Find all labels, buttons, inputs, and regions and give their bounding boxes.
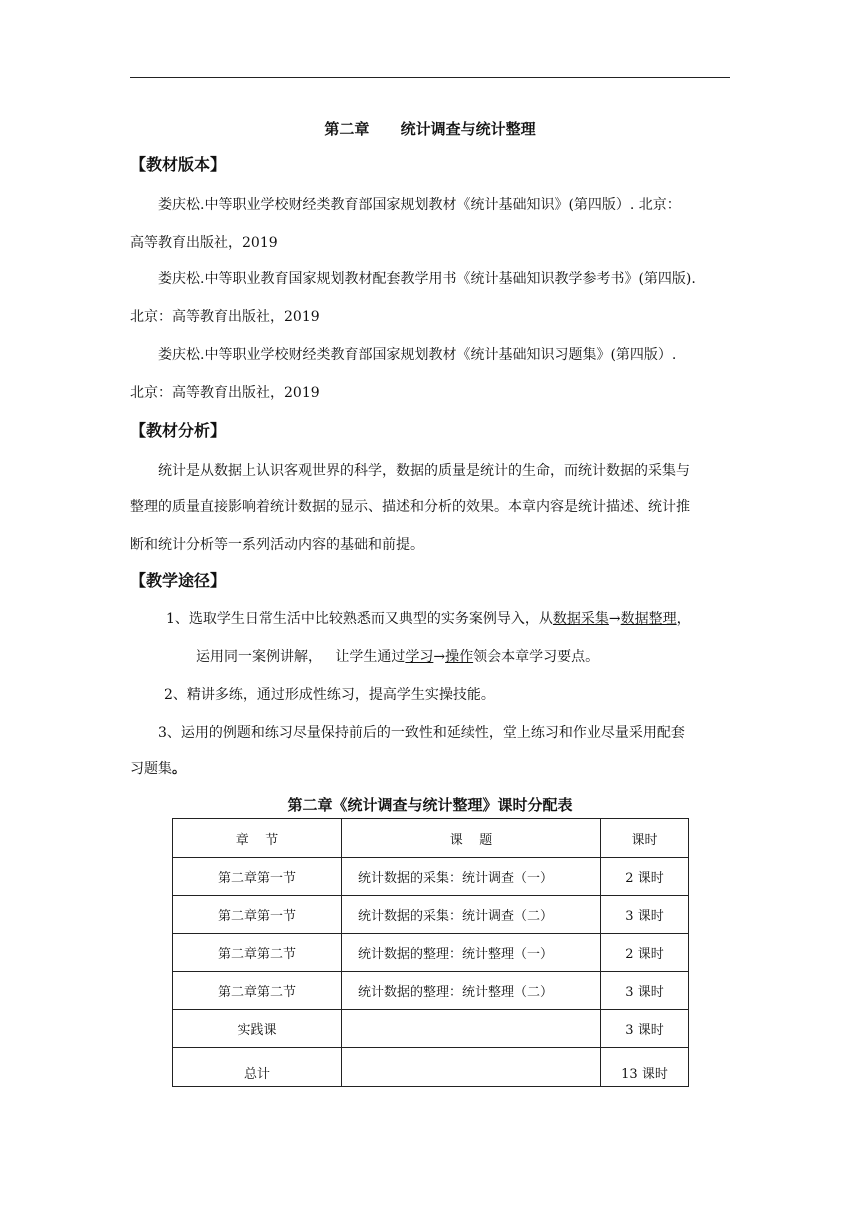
table-title: 第二章《统计调查与统计整理》课时分配表 bbox=[287, 796, 573, 814]
version-line-4: 北京：高等教育出版社，2019 bbox=[130, 309, 320, 325]
version-line-6: 北京：高等教育出版社，2019 bbox=[130, 385, 320, 401]
cell-topic: 统计数据的采集：统计调查（一） bbox=[342, 858, 601, 896]
cell-hours: 3 课时 bbox=[601, 1010, 689, 1048]
table-row bbox=[173, 858, 689, 896]
cell-chapter: 第二章第一节 bbox=[173, 858, 342, 896]
approach-item-3-end: 。 bbox=[172, 761, 186, 777]
cell-chapter: 总计 bbox=[173, 1048, 342, 1087]
approach-item-1-line-2-text: 运用同一案例讲解， 让学生通过 bbox=[196, 649, 406, 665]
cell-chapter: 第二章第二节 bbox=[173, 934, 342, 972]
analysis-line-3: 断和统计分析等一系列活动内容的基础和前提。 bbox=[130, 537, 424, 553]
header-hours: 课时 bbox=[601, 819, 689, 858]
section-heading-analysis: 【教材分析】 bbox=[130, 421, 227, 440]
table-row bbox=[173, 1010, 689, 1048]
underlined-term-study: 学习 bbox=[405, 649, 434, 665]
cell-topic: 统计数据的采集：统计调查（二） bbox=[342, 896, 601, 934]
cell-hours: 3 课时 bbox=[601, 896, 689, 934]
chapter-title: 第二章 统计调查与统计整理 bbox=[324, 120, 536, 138]
underlined-term-data-organization: 数据整理 bbox=[620, 611, 677, 627]
table-row bbox=[173, 972, 689, 1010]
version-line-5: 娄庆松.中等职业学校财经类教育部国家规划教材《统计基础知识习题集》(第四版）. bbox=[158, 347, 677, 363]
cell-topic: 统计数据的整理：统计整理（二） bbox=[342, 972, 601, 1010]
underlined-term-data-collection: 数据采集 bbox=[552, 611, 609, 627]
table-row bbox=[173, 934, 689, 972]
section-heading-approach: 【教学途径】 bbox=[130, 571, 227, 590]
approach-item-2: 2、精讲多练，通过形成性练习，提高学生实操技能。 bbox=[164, 687, 495, 703]
version-line-3: 娄庆松.中等职业教育国家规划教材配套教学用书《统计基础知识教学参考书》(第四版). bbox=[158, 271, 696, 287]
header-rule bbox=[130, 77, 730, 78]
cell-hours: 13 课时 bbox=[601, 1048, 689, 1087]
arrow-icon: → bbox=[608, 611, 621, 627]
cell-topic bbox=[342, 1010, 601, 1048]
approach-item-1-line-2 bbox=[196, 646, 599, 666]
table-row bbox=[173, 896, 689, 934]
approach-item-3-line-2-text: 习题集 bbox=[130, 761, 172, 777]
approach-item-1-text: 1、选取学生日常生活中比较熟悉而又典型的实务案例导入，从 bbox=[166, 611, 553, 627]
header-topic: 课 题 bbox=[342, 819, 601, 858]
analysis-line-2: 整理的质量直接影响着统计数据的显示、描述和分析的效果。本章内容是统计描述、统计推 bbox=[130, 499, 690, 515]
cell-chapter: 实践课 bbox=[173, 1010, 342, 1048]
version-line-1: 娄庆松.中等职业学校财经类教育部国家规划教材《统计基础知识》(第四版）. 北京： bbox=[158, 197, 681, 213]
version-line-2: 高等教育出版社，2019 bbox=[130, 235, 278, 251]
cell-chapter: 第二章第二节 bbox=[173, 972, 342, 1010]
table-header-row bbox=[173, 819, 689, 858]
analysis-line-1: 统计是从数据上认识客观世界的科学，数据的质量是统计的生命，而统计数据的采集与 bbox=[158, 463, 690, 479]
section-heading-version: 【教材版本】 bbox=[130, 155, 227, 174]
cell-topic bbox=[342, 1048, 601, 1087]
cell-hours: 2 课时 bbox=[601, 934, 689, 972]
approach-item-3-line-2 bbox=[130, 758, 186, 778]
arrow-icon: → bbox=[433, 649, 446, 665]
approach-item-1 bbox=[166, 608, 691, 628]
approach-item-3-line-1: 3、运用的例题和练习尽量保持前后的一致性和延续性，堂上练习和作业尽量采用配套 bbox=[158, 725, 685, 741]
schedule-table bbox=[172, 818, 689, 1087]
cell-topic: 统计数据的整理：统计整理（一） bbox=[342, 934, 601, 972]
approach-item-1-end: ， bbox=[676, 611, 691, 627]
underlined-term-operation: 操作 bbox=[445, 649, 474, 665]
cell-hours: 2 课时 bbox=[601, 858, 689, 896]
cell-chapter: 第二章第一节 bbox=[173, 896, 342, 934]
cell-hours: 3 课时 bbox=[601, 972, 689, 1010]
header-chapter: 章 节 bbox=[173, 819, 342, 858]
approach-item-1-line-2-end: 领会本章学习要点。 bbox=[473, 649, 600, 665]
table-row-total bbox=[173, 1048, 689, 1087]
